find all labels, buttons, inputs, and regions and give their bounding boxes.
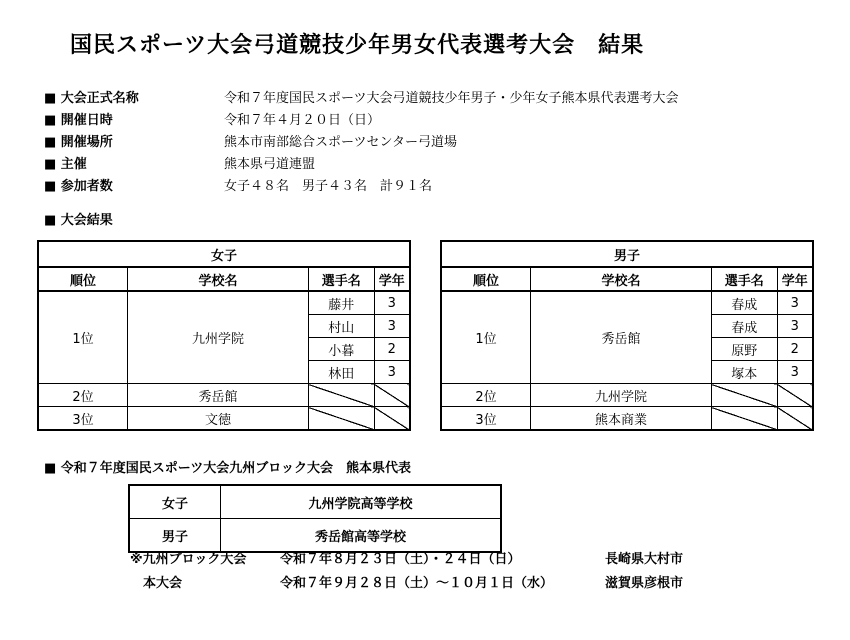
table-row [129, 485, 501, 519]
representatives-table [128, 484, 502, 553]
empty-slashed-cell [374, 407, 410, 431]
info-value: 熊本県弓道連盟 [224, 157, 316, 172]
rep-school-cell: 九州学院高等学校 [221, 485, 501, 519]
table-row [129, 519, 501, 553]
table-row [38, 407, 410, 431]
info-label: ■ 大会正式名称 [44, 91, 139, 106]
table-row [38, 384, 410, 407]
rank-cell: 2位 [441, 384, 531, 407]
table-row [441, 384, 813, 407]
rank-cell: 1位 [441, 291, 531, 384]
column-header-player: 選手名 [308, 267, 374, 291]
grade-cell: 3 [777, 361, 813, 384]
player-name-cell: 小暮 [308, 338, 374, 361]
player-name-cell: 春成 [711, 315, 777, 338]
rank-cell: 1位 [38, 291, 128, 384]
grade-cell: 3 [777, 315, 813, 338]
grade-cell: 3 [374, 361, 410, 384]
empty-slashed-cell [711, 407, 777, 431]
column-header-rank: 順位 [38, 267, 128, 291]
school-cell: 九州学院 [128, 291, 309, 384]
grade-cell: 3 [374, 315, 410, 338]
rep-gender-cell: 女子 [129, 485, 221, 519]
empty-slashed-cell [374, 384, 410, 407]
rep-school-cell: 秀岳館高等学校 [221, 519, 501, 553]
player-name-cell: 原野 [711, 338, 777, 361]
school-cell: 文徳 [128, 407, 309, 431]
empty-slashed-cell [308, 384, 374, 407]
info-value: 熊本市南部総合スポーツセンター弓道場 [224, 135, 457, 150]
info-value: 令和７年度国民スポーツ大会弓道競技少年男子・少年女子熊本県代表選考大会 [224, 91, 679, 106]
note-date: 令和７年９月２８日（土）～１０月１日（水） [280, 576, 554, 591]
note-event: 本大会 [130, 576, 183, 591]
info-value: 令和７年４月２０日（日） [224, 113, 381, 128]
table-row [441, 291, 813, 315]
info-label: ■ 開催場所 [44, 135, 113, 150]
note-date: 令和７年８月２３日（土）・２４日（日） [280, 552, 521, 567]
mens-results-table [440, 240, 814, 431]
note-event: ※九州ブロック大会 [130, 552, 247, 567]
table-row [441, 407, 813, 431]
grade-cell: 3 [374, 291, 410, 315]
results-heading: ■ 大会結果 [44, 213, 113, 228]
school-cell: 熊本商業 [531, 407, 712, 431]
empty-slashed-cell [308, 407, 374, 431]
column-header-grade: 学年 [374, 267, 410, 291]
empty-slashed-cell [777, 407, 813, 431]
table-gender-header: 男子 [441, 241, 813, 267]
grade-cell: 3 [777, 291, 813, 315]
column-header-school: 学校名 [128, 267, 309, 291]
grade-cell: 2 [374, 338, 410, 361]
school-cell: 秀岳館 [128, 384, 309, 407]
column-header-grade: 学年 [777, 267, 813, 291]
player-name-cell: 藤井 [308, 291, 374, 315]
grade-cell: 2 [777, 338, 813, 361]
info-label: ■ 主催 [44, 157, 87, 172]
page-title: 国民スポーツ大会弓道競技少年男女代表選考大会 結果 [70, 33, 645, 58]
rep-gender-cell: 男子 [129, 519, 221, 553]
player-name-cell: 村山 [308, 315, 374, 338]
player-name-cell: 春成 [711, 291, 777, 315]
school-cell: 秀岳館 [531, 291, 712, 384]
table-row [38, 291, 410, 315]
rank-cell: 2位 [38, 384, 128, 407]
table-gender-header: 女子 [38, 241, 410, 267]
info-value: 女子４８名 男子４３名 計９１名 [224, 179, 433, 194]
rank-cell: 3位 [441, 407, 531, 431]
column-header-player: 選手名 [711, 267, 777, 291]
note-place: 滋賀県彦根市 [605, 576, 684, 591]
player-name-cell: 林田 [308, 361, 374, 384]
empty-slashed-cell [711, 384, 777, 407]
kyushu-representatives-heading: ■ 令和７年度国民スポーツ大会九州ブロック大会 熊本県代表 [44, 461, 412, 476]
column-header-school: 学校名 [531, 267, 712, 291]
womens-results-table [37, 240, 411, 431]
note-place: 長崎県大村市 [605, 552, 684, 567]
column-header-rank: 順位 [441, 267, 531, 291]
school-cell: 九州学院 [531, 384, 712, 407]
info-label: ■ 参加者数 [44, 179, 113, 194]
player-name-cell: 塚本 [711, 361, 777, 384]
info-label: ■ 開催日時 [44, 113, 113, 128]
rank-cell: 3位 [38, 407, 128, 431]
empty-slashed-cell [777, 384, 813, 407]
